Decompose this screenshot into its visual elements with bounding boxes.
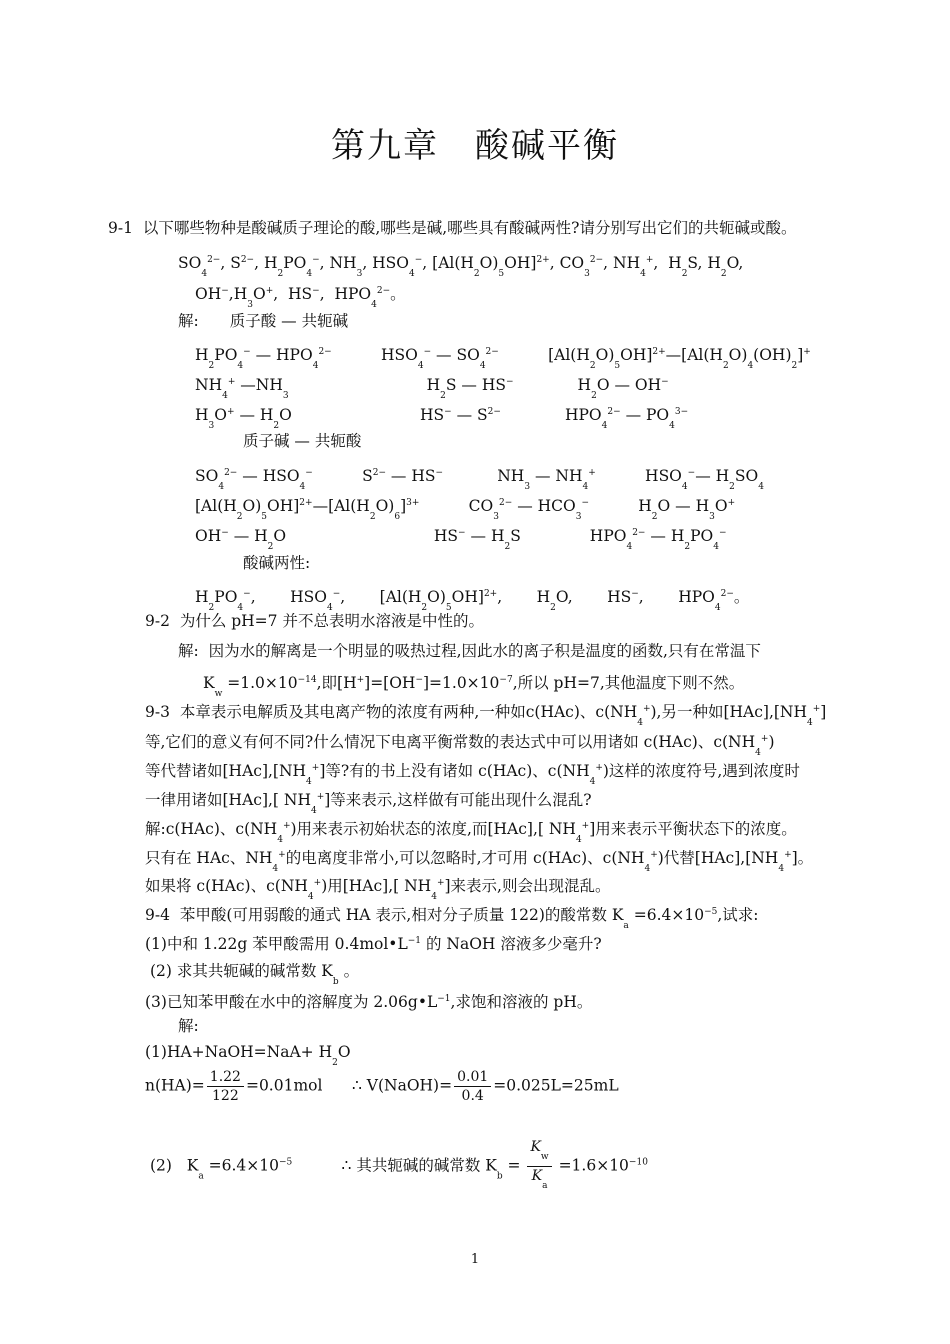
base-pair-line-1: $SO_4^{2-}$ — $HSO_4^-$ $S^{2-}$ — HS− $NH_3$ — $NH_4^+$ $HSO_4^-—$ $H_2SO_4$ xyxy=(195,467,764,492)
acid-pair-line-1: $H_2PO_4^-$ — $HPO_4^{2-}$ $HSO_4^-$ — $SO_4^{2-}$ $[Al(H_2O)_5OH]^{2+}—[Al(H_2O)_4(OH)_2]^+$ xyxy=(195,346,811,371)
answer-9-4-kb: (2) $K_a =6.4\times 10^{-5}$ ∴ 其共轭碱的碱常数 $K_b$ = $\frac{K_w}{K_a}$ $=1.6\times 10^{-10}$ xyxy=(150,1139,648,1191)
question-9-3-line-1: 9-3 本章表示电解质及其电离产物的浓度有两种,一种如c(HAc)、$c(NH_4^+)$,另一种如$[HAc],[NH_4^+]$ xyxy=(145,703,827,728)
question-9-3-line-4: 一律用诸如[HAc],[ $NH_4^+$]等来表示,这样做有可能出现什么混乱? xyxy=(145,791,592,816)
acid-pair-line-2: $NH_4^+$ $—NH_3$ $H_2S$ — HS− $H_2O$ — OH− xyxy=(195,376,669,401)
species-line-2: $OH^-,H_3O^+$, HS−, $HPO_4^{2-}$。 xyxy=(195,285,406,310)
question-9-2: 9-2 为什么 pH=7 并不总表明水溶液是中性的。 xyxy=(145,612,484,630)
answer-9-3-line-2: 只有在 HAc、$NH_4^+$的电离度非常小,可以忽略时,才可用 c(HAc)、$c(NH_4^+)$代替$[HAc],[NH_4^+]$。 xyxy=(145,849,814,874)
question-9-4-part-2: (2) 求其共轭碱的碱常数 $K_b$ 。 xyxy=(150,962,360,987)
page-number: 1 xyxy=(470,1252,480,1267)
chapter-title: 第九章 酸碱平衡 xyxy=(331,126,619,166)
answer-9-3-line-1: 解:c(HAc)、$c(NH_4^+)$用来表示初始状态的浓度,而[HAc],[ $NH_4^+$]用来表示平衡状态下的浓度。 xyxy=(145,820,797,845)
base-pair-line-2: $[Al(H_2O)_5OH]^{2+}—[Al(H_2O)_6]^{3+}$ $CO_3^{2-}$ — $HCO_3^-$ $H_2O$ — $H_3O^+$ xyxy=(195,497,736,522)
base-pair-line-3: OH− — $H_2O$ HS− — $H_2S$ $HPO_4^{2-}$ — $H_2PO_4^-$ xyxy=(195,527,727,552)
amphoteric-heading: 酸碱两性: xyxy=(243,554,311,572)
base-heading: 质子碱 — 共轭酸 xyxy=(243,432,362,450)
question-9-4-part-1: (1)中和 1.22g 苯甲酸需用 $0.4mol•L^{-1}$ 的 NaOH 溶液多少毫升? xyxy=(145,935,602,953)
question-9-4-part-3: (3)已知苯甲酸在水中的溶解度为 $2.06g•L^{-1}$,求饱和溶液的 pH。 xyxy=(145,993,593,1011)
question-9-3-line-2: 等,它们的意义有何不同?什么情况下电离平衡常数的表达式中可以用诸如 c(HAc)、$c(NH_4^+)$ xyxy=(145,733,775,758)
answer-9-2-line-2: $K_w =1.0\times 10^{-14}$,即$[H^+]=[OH^-]=1.0\times 10^{-7}$,所以 pH=7,其他温度下则不然。 xyxy=(203,674,745,699)
question-9-4: 9-4 苯甲酸(可用弱酸的通式 HA 表示,相对分子质量 122)的酸常数 $K_a =6.4\times 10^{-5}$,试求: xyxy=(145,906,759,931)
answer-9-4-equation: (1)HA+NaOH=NaA+ $H_2O$ xyxy=(145,1043,351,1068)
species-line-1: $SO_4^{2-}$, $S^{2-}$, $H_2PO_4^-$, $NH_3$, $HSO_4^-$, $[Al(H_2O)_5OH]^{2+}$, $CO_3^{2-}$, $NH_4^+$, $H_2S$, $H_2O$, xyxy=(178,254,744,279)
question-9-3-line-3: 等代替诸如$[HAc],[NH_4^+]$等?有的书上没有诸如 c(HAc)、$c(NH_4^+)$这样的浓度符号,遇到浓度时 xyxy=(145,762,800,787)
answer-9-3-line-3: 如果将 c(HAc)、$c(NH_4^+)$用[HAc],[ $NH_4^+$]来表示,则会出现混乱。 xyxy=(145,877,611,902)
acid-pair-line-3: $H_3O^+$ — $H_2O$ HS− — $S^{2-}$ $HPO_4^{2-}$ — $PO_4^{3-}$ xyxy=(195,406,689,431)
answer-9-4-heading: 解: xyxy=(178,1017,199,1035)
answer-9-1-heading: 解: 质子酸 — 共轭碱 xyxy=(178,312,349,330)
amphoteric-list: $H_2PO_4^-$, $HSO_4^-$, $[Al(H_2O)_5OH]^{2+}$, $H_2O$, HS−, $HPO_4^{2-}$。 xyxy=(195,588,750,613)
answer-9-2-line-1: 解: 因为水的解离是一个明显的吸热过程,因此水的离子积是温度的函数,只有在常温下 xyxy=(178,642,761,660)
answer-9-4-calculation: n(HA)= $\frac{1.22}{122}$ =0.01mol ∴ V(NaOH)= $\frac{0.01}{0.4}$ =0.025L=25mL xyxy=(145,1069,619,1104)
question-9-1: 9-1 以下哪些物种是酸碱质子理论的酸,哪些是碱,哪些具有酸碱两性?请分别写出它们的共轭碱或酸。 xyxy=(108,219,797,237)
